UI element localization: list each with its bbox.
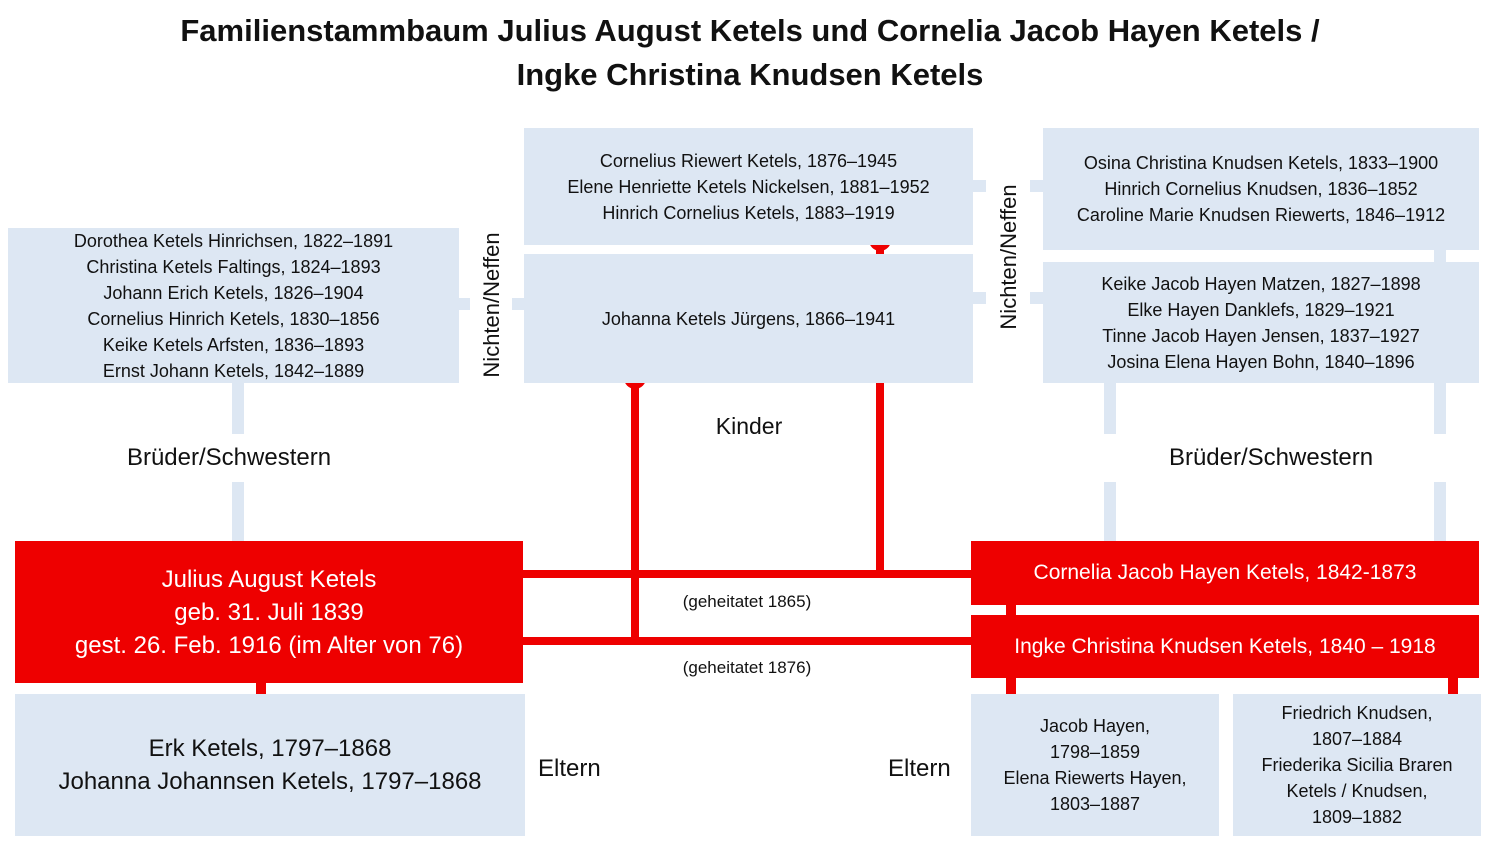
parent-entry: 1803–1887 xyxy=(1049,794,1141,814)
children-first-marriage-box xyxy=(524,254,973,383)
siblings-julius-box xyxy=(8,228,459,383)
knudsen-nieces-box xyxy=(1043,128,1479,250)
child-line-second-marriage xyxy=(876,382,884,574)
connector-nieces-right-2 xyxy=(1030,180,1044,192)
connector-hayen-siblings-top xyxy=(1104,382,1116,434)
julius-death: gest. 26. Feb. 1916 (im Alter von 76) xyxy=(74,631,464,659)
julius-birth: geb. 31. Juli 1839 xyxy=(174,598,364,626)
children-second-marriage-box xyxy=(524,128,973,245)
parent-entry: Friedrich Knudsen, xyxy=(1281,703,1433,723)
label-siblings-left: Brüder/Schwestern xyxy=(126,444,332,471)
sibling-entry: Elke Hayen Danklefs, 1829–1921 xyxy=(1127,299,1395,320)
connector-knudsen-siblings-b xyxy=(1434,382,1446,434)
hayen-siblings-box xyxy=(1043,262,1479,383)
sibling-entry: Keike Ketels Arfsten, 1836–1893 xyxy=(102,334,365,355)
label-married-1865: (geheitatet 1865) xyxy=(682,592,812,611)
diagram-title-line-1: Familienstammbaum Julius August Ketels und Cornelia Jacob Hayen Ketels / xyxy=(180,13,1320,48)
child-entry: Johanna Ketels Jürgens, 1866–1941 xyxy=(601,308,896,329)
sibling-entry: Tinne Jacob Hayen Jensen, 1837–1927 xyxy=(1102,325,1420,346)
cornelia-box xyxy=(971,541,1479,605)
parent-entry: 1807–1884 xyxy=(1311,729,1403,749)
connector-ingke-parents xyxy=(1448,677,1458,694)
julius-name: Julius August Ketels xyxy=(161,565,377,593)
parent-entry: Ketels / Knudsen, xyxy=(1286,781,1428,801)
niece-entry: Caroline Marie Knudsen Riewerts, 1846–1912 xyxy=(1076,205,1446,225)
ingke-name: Ingke Christina Knudsen Ketels, 1840 – 1918 xyxy=(1014,634,1436,658)
connector-hayen-siblings-bottom xyxy=(1104,482,1116,542)
connector-nieces-left-2 xyxy=(512,298,524,310)
sibling-entry: Christina Ketels Faltings, 1824–1893 xyxy=(86,256,381,277)
sibling-entry: Josina Elena Hayen Bohn, 1840–1896 xyxy=(1107,351,1415,372)
niece-entry: Hinrich Cornelius Knudsen, 1836–1852 xyxy=(1104,179,1418,199)
parents-julius-box xyxy=(15,694,525,836)
connector-nieces-right-4 xyxy=(1030,292,1044,304)
connector-nieces-left-1 xyxy=(458,298,470,310)
cornelia-name: Cornelia Jacob Hayen Ketels, 1842-1873 xyxy=(1033,561,1417,584)
ingke-box xyxy=(971,615,1479,678)
diagram-title-line-2: Ingke Christina Knudsen Ketels xyxy=(516,57,984,92)
niece-entry: Osina Christina Knudsen Ketels, 1833–1900 xyxy=(1083,153,1439,173)
marriage-line-1865 xyxy=(522,570,972,578)
connector-nieces-right-3 xyxy=(972,292,986,304)
connector-julius-parents xyxy=(256,682,266,694)
child-entry: Hinrich Cornelius Ketels, 1883–1919 xyxy=(602,202,895,223)
parent-entry: Erk Ketels, 1797–1868 xyxy=(148,735,392,762)
connector-knudsen-siblings-c xyxy=(1434,482,1446,542)
connector-cornelia-parents xyxy=(1006,677,1016,694)
parent-entry: Friederika Sicilia Braren xyxy=(1261,755,1453,775)
parent-entry: Elena Riewerts Hayen, xyxy=(1003,768,1187,788)
label-married-1876: (geheitatet 1876) xyxy=(682,658,812,677)
connector-siblings-left-top xyxy=(232,382,244,434)
marriage-line-1876 xyxy=(522,637,972,645)
label-nieces-left: Nichten/Neffen xyxy=(479,232,504,378)
connector-knudsen-siblings-a xyxy=(1434,250,1446,262)
child-entry: Cornelius Riewert Ketels, 1876–1945 xyxy=(599,150,898,171)
julius-box xyxy=(15,541,523,683)
sibling-entry: Keike Jacob Hayen Matzen, 1827–1898 xyxy=(1101,273,1421,294)
label-parents-right: Eltern xyxy=(888,755,951,782)
sibling-entry: Ernst Johann Ketels, 1842–1889 xyxy=(102,360,365,381)
sibling-entry: Johann Erich Ketels, 1826–1904 xyxy=(103,282,364,303)
label-parents-left: Eltern xyxy=(538,755,601,782)
label-nieces-right: Nichten/Neffen xyxy=(996,184,1021,330)
parent-entry: Jacob Hayen, xyxy=(1039,716,1151,736)
label-siblings-right: Brüder/Schwestern xyxy=(1168,444,1374,471)
parents-cornelia-box xyxy=(971,694,1219,836)
connector-nieces-right-1 xyxy=(972,180,986,192)
sibling-entry: Dorothea Ketels Hinrichsen, 1822–1891 xyxy=(73,230,394,251)
connector-siblings-left-bottom xyxy=(232,482,244,542)
parent-entry: 1798–1859 xyxy=(1049,742,1141,762)
label-children: Kinder xyxy=(715,413,783,439)
sibling-entry: Cornelius Hinrich Ketels, 1830–1856 xyxy=(87,308,380,329)
parents-ingke-box xyxy=(1233,694,1481,836)
parent-entry: Johanna Johannsen Ketels, 1797–1868 xyxy=(58,768,482,795)
child-entry: Elene Henriette Ketels Nickelsen, 1881–1952 xyxy=(567,176,930,197)
parent-entry: 1809–1882 xyxy=(1311,807,1403,827)
